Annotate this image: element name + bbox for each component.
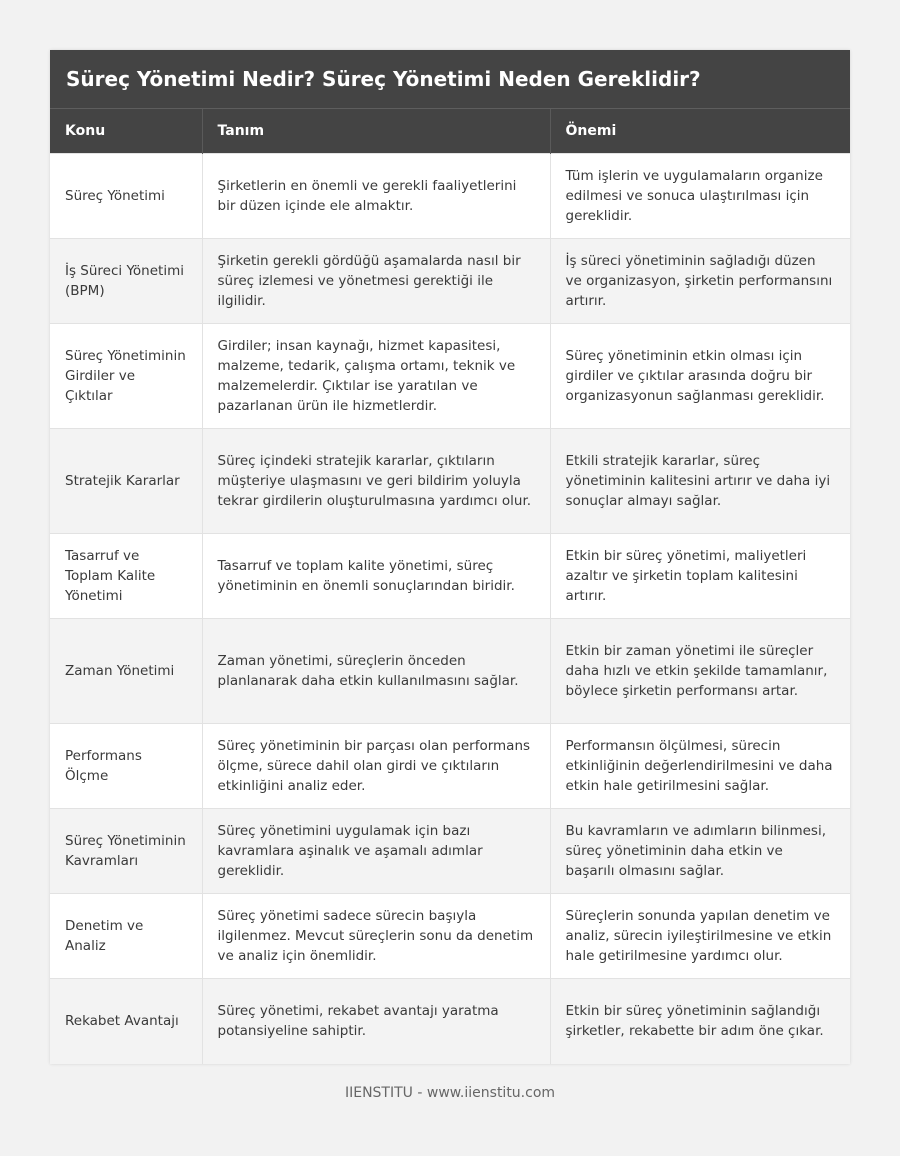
cell-konu: Süreç Yönetiminin Girdiler ve Çıktılar: [50, 324, 202, 429]
cell-konu: Rekabet Avantajı: [50, 979, 202, 1064]
cell-konu: Stratejik Kararlar: [50, 429, 202, 534]
title-bar: [50, 50, 850, 108]
table-title: Süreç Yönetimi Nedir? Süreç Yönetimi Neden Gereklidir?: [66, 67, 701, 91]
cell-tanim: Süreç yönetimini uygulamak için bazı kavramlara aşinalık ve aşamalı adımlar gereklidir.: [202, 809, 550, 894]
cell-tanim: Süreç yönetimi, rekabet avantajı yaratma potansiyeline sahiptir.: [202, 979, 550, 1064]
cell-konu: İş Süreci Yönetimi (BPM): [50, 239, 202, 324]
cell-onemi: Süreçlerin sonunda yapılan denetim ve analiz, sürecin iyileştirilmesine ve etkin hale getirilmesine yardımcı olur.: [550, 894, 850, 979]
cell-onemi: Süreç yönetiminin etkin olması için girdiler ve çıktılar arasında doğru bir organizasyonun sağlanması gereklidir.: [550, 324, 850, 429]
cell-onemi: Performansın ölçülmesi, sürecin etkinliğinin değerlendirilmesini ve daha etkin hale getirilmesini sağlar.: [550, 724, 850, 809]
cell-konu: Süreç Yönetimi: [50, 154, 202, 239]
cell-tanim: Şirketin gerekli gördüğü aşamalarda nasıl bir süreç izlemesi ve yönetmesi gerektiği ile ilgilidir.: [202, 239, 550, 324]
cell-konu: Denetim ve Analiz: [50, 894, 202, 979]
cell-tanim: Şirketlerin en önemli ve gerekli faaliyetlerini bir düzen içinde ele almaktır.: [202, 154, 550, 239]
table-row: [50, 324, 850, 429]
table-row: [50, 534, 850, 619]
table-row: [50, 619, 850, 724]
cell-tanim: Süreç yönetiminin bir parçası olan performans ölçme, sürece dahil olan girdi ve çıktıların etkinliğini analiz eder.: [202, 724, 550, 809]
table-row: [50, 979, 850, 1064]
cell-konu: Performans Ölçme: [50, 724, 202, 809]
cell-tanim: Süreç yönetimi sadece sürecin başıyla ilgilenmez. Mevcut süreçlerin sonu da denetim ve analiz için önemlidir.: [202, 894, 550, 979]
footer-credit: IIENSTITU - www.iienstitu.com: [344, 1085, 556, 1101]
cell-onemi: Etkin bir zaman yönetimi ile süreçler daha hızlı ve etkin şekilde tamamlanır, böylece şirketin performansı artar.: [550, 619, 850, 724]
cell-onemi: Etkin bir süreç yönetimi, maliyetleri azaltır ve şirketin toplam kalitesini artırır.: [550, 534, 850, 619]
table-row: [50, 429, 850, 534]
cell-konu: Süreç Yönetiminin Kavramları: [50, 809, 202, 894]
cell-tanim: Girdiler; insan kaynağı, hizmet kapasitesi, malzeme, tedarik, çalışma ortamı, teknik ve malzemelerdir. Çıktılar ise yaratılan ve pazarlanan ürün ile hizmetlerdir.: [202, 324, 550, 429]
cell-konu: Zaman Yönetimi: [50, 619, 202, 724]
cell-onemi: Bu kavramların ve adımların bilinmesi, süreç yönetiminin daha etkin ve başarılı olmasını sağlar.: [550, 809, 850, 894]
table-body: [50, 154, 850, 1064]
table-row: [50, 809, 850, 894]
table-row: [50, 724, 850, 809]
cell-tanim: Tasarruf ve toplam kalite yönetimi, süreç yönetiminin en önemli sonuçlarından biridir.: [202, 534, 550, 619]
info-table-card: [50, 50, 850, 1064]
cell-onemi: Tüm işlerin ve uygulamaların organize edilmesi ve sonuca ulaştırılması için gereklidir.: [550, 154, 850, 239]
column-header-konu: Konu: [50, 109, 202, 154]
cell-onemi: Etkili stratejik kararlar, süreç yönetiminin kalitesini artırır ve daha iyi sonuçlar almayı sağlar.: [550, 429, 850, 534]
table-header: [50, 109, 850, 154]
table-row: [50, 154, 850, 239]
cell-tanim: Zaman yönetimi, süreçlerin önceden planlanarak daha etkin kullanılmasını sağlar.: [202, 619, 550, 724]
cell-tanim: Süreç içindeki stratejik kararlar, çıktıların müşteriye ulaşmasını ve geri bildirim yoluyla tekrar girdilerin oluşturulmasına yardımcı olur.: [202, 429, 550, 534]
table-row: [50, 239, 850, 324]
table-row: [50, 894, 850, 979]
info-table: [50, 108, 850, 1064]
column-header-onemi: Önemi: [550, 109, 850, 154]
cell-onemi: Etkin bir süreç yönetiminin sağlandığı şirketler, rekabette bir adım öne çıkar.: [550, 979, 850, 1064]
cell-konu: Tasarruf ve Toplam Kalite Yönetimi: [50, 534, 202, 619]
column-header-tanim: Tanım: [202, 109, 550, 154]
cell-onemi: İş süreci yönetiminin sağladığı düzen ve organizasyon, şirketin performansını artırır.: [550, 239, 850, 324]
